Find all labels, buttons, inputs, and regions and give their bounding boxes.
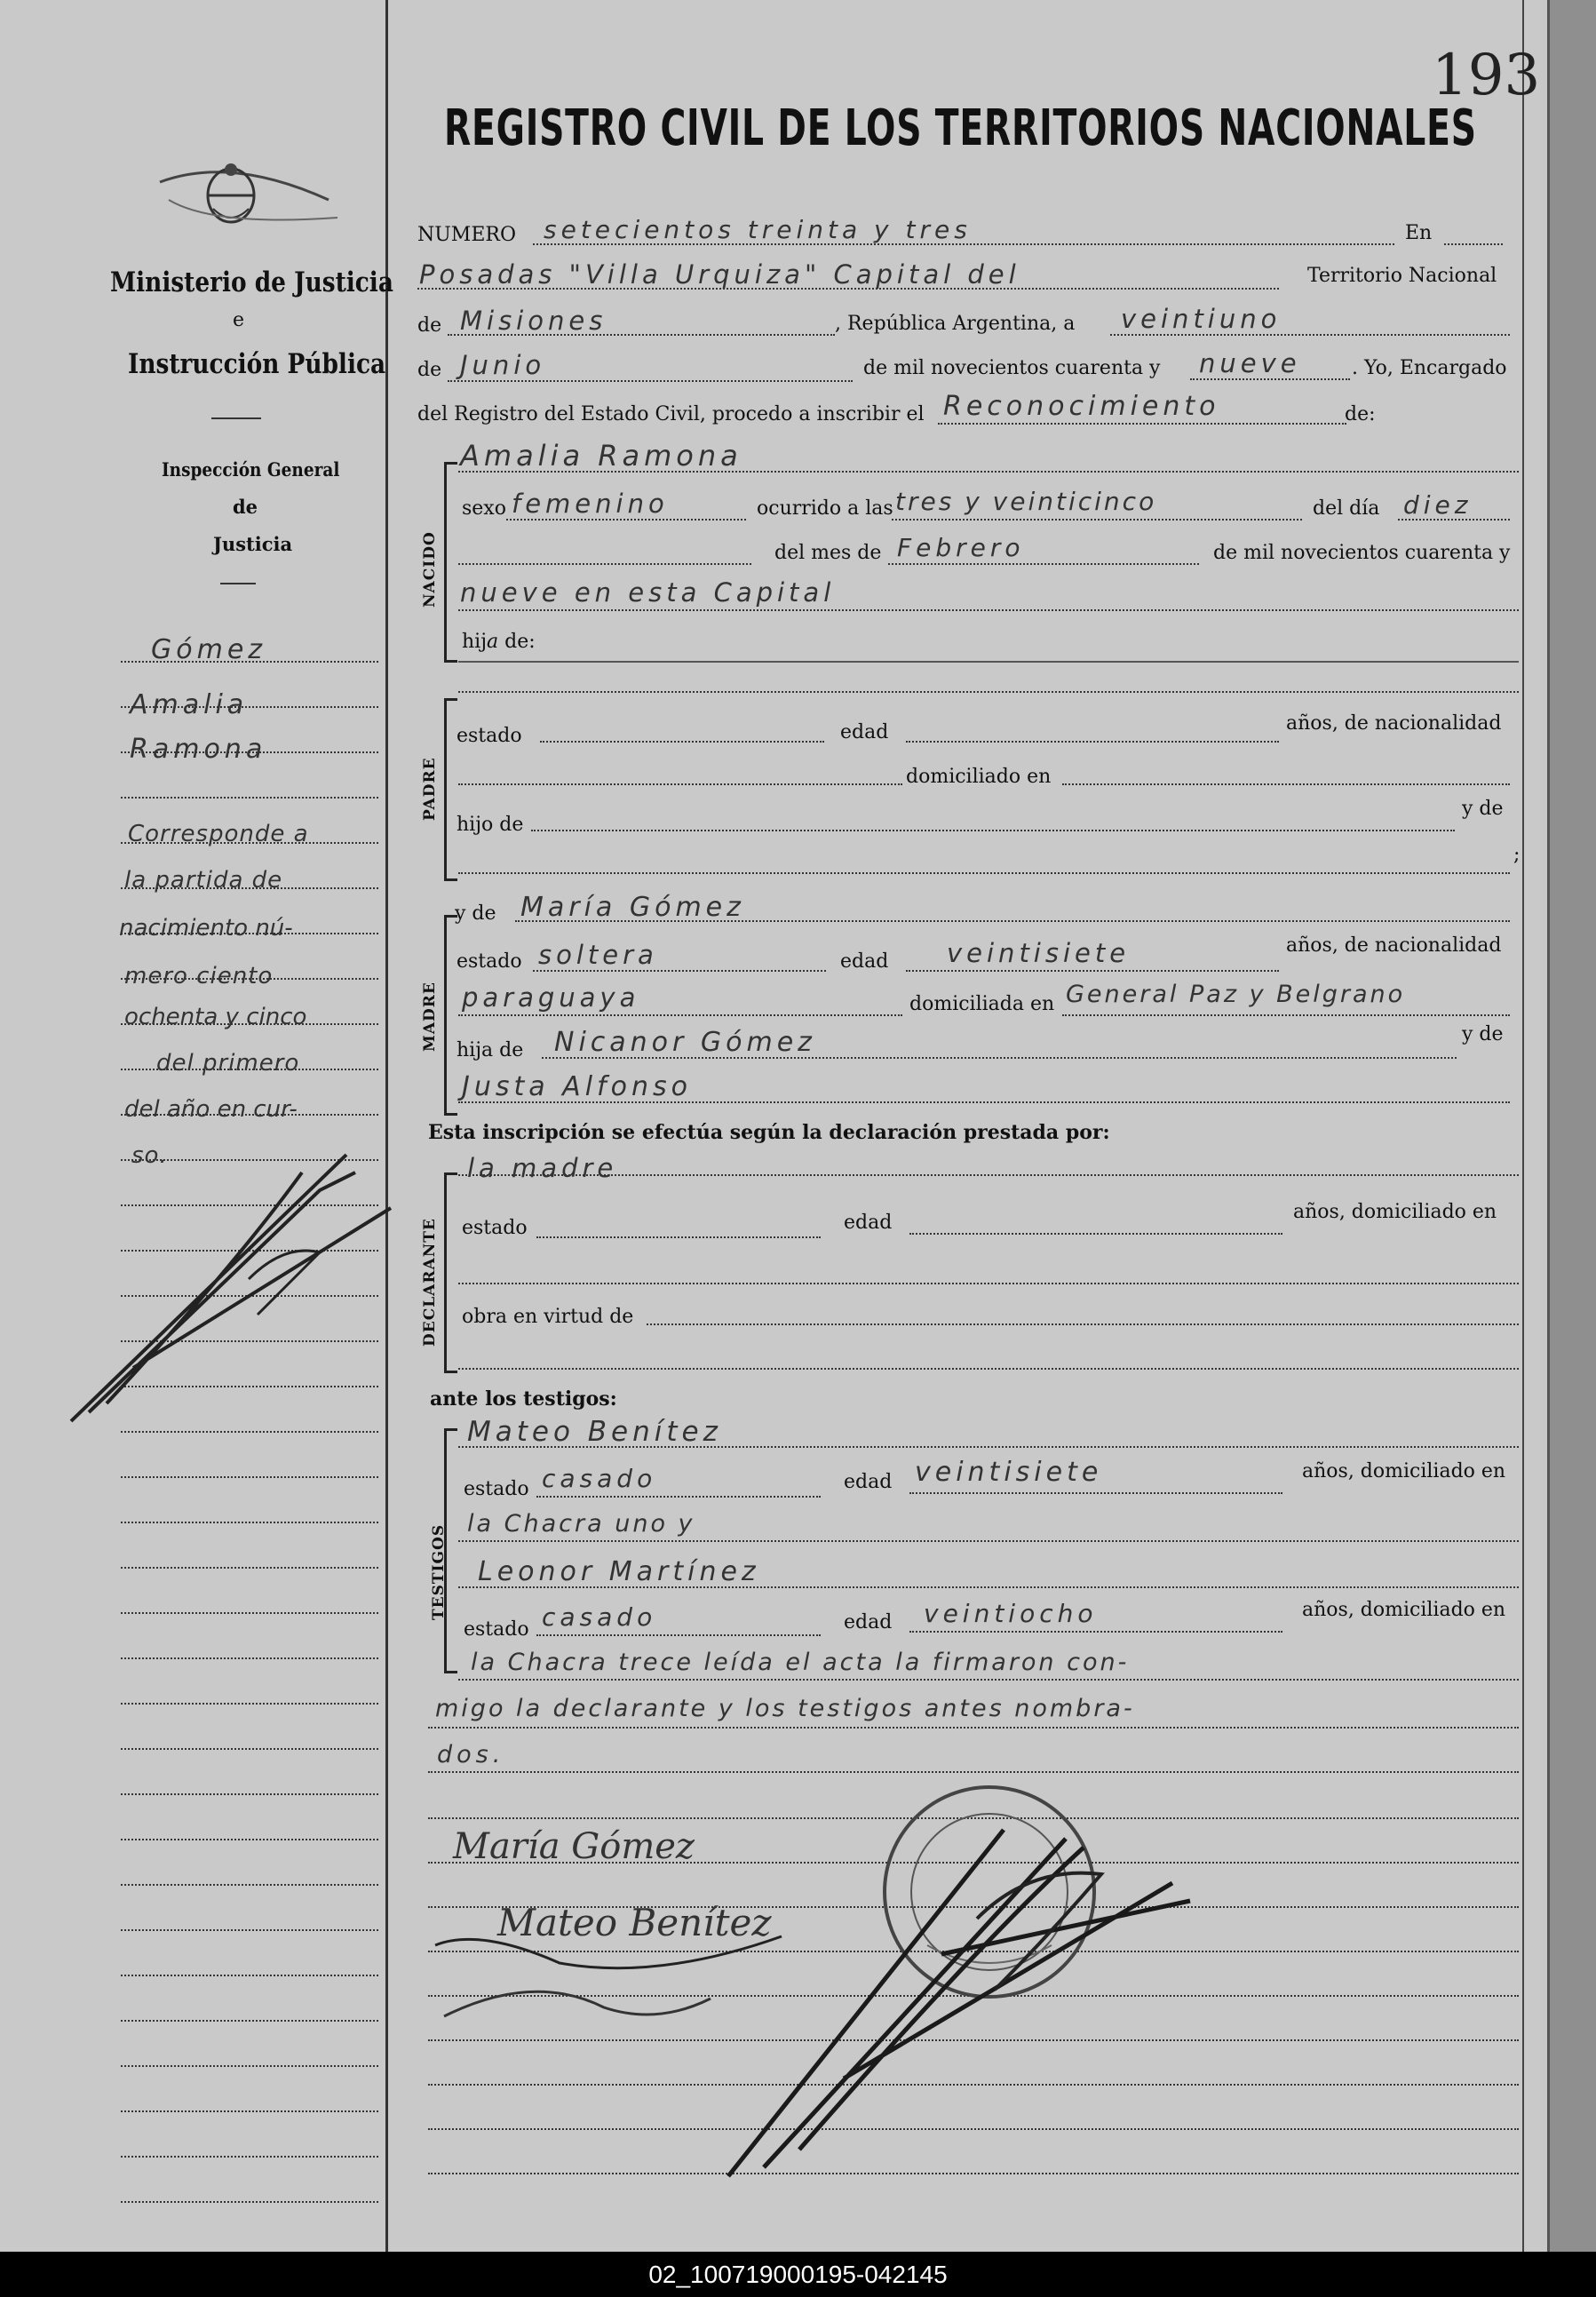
sidebar-divider-2 [220,583,256,584]
margin-note-6: del primero [156,1050,300,1077]
label-padre-anos: años, de nacionalidad [1286,712,1502,735]
value-abuela: Justa Alfonso [462,1071,692,1102]
line-padre-end [458,872,1510,874]
madre-bracket [444,915,457,1116]
value-testigo-1: Mateo Benítez [467,1416,722,1448]
margin-note-2: la partida de [124,867,283,894]
margin-rule [385,0,388,2252]
line-lugar [417,288,1279,290]
label-mil-novecientos-2: de mil novecientos cuarenta y [1213,542,1511,564]
signature-testigo: Mateo Benítez [497,1901,772,1944]
line-padre-estado [540,741,824,743]
value-t1-dom: la Chacra uno y [467,1510,695,1538]
line-padre-top [458,691,1519,693]
declarante-bracket [444,1172,457,1373]
line-t1-dom [458,1540,1519,1542]
label-padre-edad: edad [840,721,889,743]
line-obra [647,1323,1519,1325]
margin-rule-line [121,1567,378,1569]
margin-rule-line [121,2065,378,2067]
value-anio: nueve [1199,348,1301,378]
value-cierre-2: dos. [437,1741,505,1768]
value-nombre: Amalia Ramona [460,439,742,473]
line-anio-nac [458,609,1519,611]
label-madre-edad: edad [840,950,889,973]
value-mes-nac: Febrero [897,533,1025,562]
value-territorio: Misiones [460,306,607,336]
label-del-mes: del mes de [774,542,882,564]
margin-rule-line [121,1748,378,1750]
page-edge [1547,0,1596,2252]
line-blank-nac [458,563,751,565]
value-dia-nac: diez [1403,490,1473,520]
line-anio [1190,378,1350,380]
margin-signature [53,1137,426,1439]
margin-rule-line [121,2020,378,2022]
page-title: REGISTRO CIVIL DE LOS TERRITORIOS NACIONALES [444,99,1477,157]
label-de-3: de: [1345,403,1376,425]
label-del-registro: del Registro del Estado Civil, procedo a inscribir el [417,403,925,425]
label-inscripcion: Esta inscripción se efectúa según la declaración prestada por: [428,1121,1110,1144]
line-mes [448,380,853,382]
margin-note-7: del año en cur- [124,1096,298,1123]
label-padre-y-de: y de [1462,798,1504,820]
registrar-signature [711,1812,1208,2185]
line-t1-edad [909,1492,1282,1494]
margin-rule-line [121,1114,378,1116]
value-t2-estado: casado [542,1602,657,1632]
value-t1-edad: veintisiete [915,1457,1103,1488]
nacido-bracket [444,462,457,663]
label-hija: hija de: [462,631,536,653]
label-t2-anos: años, domiciliado en [1302,1599,1506,1621]
margin-note-3: nacimiento nú- [119,915,293,942]
margin-rule-line [121,1657,378,1659]
madre-label: MADRE [421,982,439,1052]
sidebar-divider-1 [211,417,261,419]
margin-note-1: Corresponde a [128,821,309,847]
label-ante: ante los testigos: [430,1387,617,1411]
margin-rule-line [121,1476,378,1478]
margin-rule-line [121,1839,378,1840]
line-madre-nac [458,1014,902,1016]
coat-of-arms-icon [142,147,346,244]
line-decl-end [458,1368,1519,1370]
line-territorio [448,334,835,336]
margin-rule-line [121,1884,378,1886]
line-decl-edad [909,1233,1282,1235]
line-sexo [506,519,746,521]
line-decl-estado [536,1236,821,1238]
label-padre-hijo: hijo de [457,814,524,836]
line-t2-dom [458,1679,1519,1681]
label-yo-encargado: . Yo, Encargado [1352,357,1507,379]
label-sexo: sexo [462,497,506,520]
line-en [1444,243,1503,245]
margin-rule-line [121,1023,378,1025]
value-anio-nac: nueve en esta Capital [460,577,836,608]
value-madre: María Gómez [520,892,745,923]
line-dia-nac [1398,519,1510,521]
value-t2-edad: veintiocho [924,1599,1098,1628]
label-madre-anos: años, de nacionalidad [1286,934,1502,957]
value-numero: setecientos treinta y tres [544,215,972,244]
declarante-label: DECLARANTE [421,1218,439,1347]
label-madre-y-de: y de [455,902,496,925]
footer-id: 02_100719000195-042145 [0,2252,1596,2297]
label-ocurrido: ocurrido a las [757,497,893,520]
margin-rule-line [121,751,378,753]
label-de: de [417,314,442,337]
margin-name-2: Ramona [130,734,267,765]
margin-rule-line [121,1612,378,1614]
ministry-line-1: Ministerio de Justicia [110,266,393,298]
inspection-line-3: Justicia [213,533,293,555]
line-dia [1110,334,1510,336]
margin-rule-line [121,797,378,799]
margin-rule-line [121,1793,378,1795]
signature-madre: María Gómez [453,1826,695,1867]
label-t2-estado: estado [464,1618,529,1641]
label-t1-anos: años, domiciliado en [1302,1460,1506,1482]
label-padre-estado: estado [457,725,522,747]
label-padre-semicolon: ; [1513,844,1521,866]
label-t1-estado: estado [464,1478,529,1500]
line-nombre [458,471,1519,473]
margin-rule-line [121,1069,378,1070]
value-madre-nac: paraguaya [462,982,640,1013]
margin-note-8: so. [131,1142,168,1169]
label-decl-estado: estado [462,1217,528,1239]
right-rule [1522,0,1524,2252]
margin-note-5: ochenta y cinco [124,1004,307,1030]
ministry-line-3: Instrucción Pública [128,348,386,380]
label-madre-hija: hija de [457,1039,524,1061]
margin-rule-line [121,2110,378,2112]
value-t1-estado: casado [542,1464,657,1493]
line-madre-estado [533,970,826,972]
line-testigo-1 [458,1446,1519,1448]
margin-rule-line [121,706,378,708]
label-t2-edad: edad [844,1611,893,1633]
margin-rule-line [121,842,378,844]
value-madre-estado: soltera [538,940,658,970]
line-padre-nac [458,783,902,785]
label-t1-edad: edad [844,1471,893,1493]
margin-rule-line [121,978,378,980]
label-de-2: de [417,359,442,381]
label-del-dia: del día [1313,497,1380,520]
label-madre-estado: estado [457,950,522,973]
margin-rule-line [121,933,378,934]
line-padre-domicilio [1062,783,1510,785]
line-madre-edad [906,970,1279,972]
value-sexo: femenino [512,489,669,519]
value-lugar: Posadas "Villa Urquiza" Capital del [419,259,1020,290]
value-acto: Reconocimiento [943,391,1220,422]
margin-rule-line [121,2201,378,2203]
line-decl-dom [458,1283,1519,1284]
line-mes-nac [888,563,1199,565]
margin-rule-line [121,1522,378,1523]
value-madre-edad: veintisiete [947,938,1131,968]
line-cierre-1 [428,1727,1519,1729]
ministry-line-2: e [233,309,245,331]
margin-rule-line [121,1975,378,1976]
label-numero: NUMERO [417,224,516,246]
line-t2-edad [909,1631,1282,1633]
line-testigo-2 [458,1586,1519,1588]
label-territorio: Territorio Nacional [1307,265,1497,287]
line-hora [892,519,1302,521]
page-number: 193 [1432,43,1541,108]
line-numero [533,243,1394,245]
line-hija [458,661,1519,663]
inspection-line-1: Inspección General [162,458,340,481]
line-abuela [458,1101,1510,1103]
line-acto [938,423,1346,425]
nacido-label: NACIDO [421,531,439,608]
label-madre-y-de-2: y de [1462,1023,1504,1045]
line-abuelo [542,1057,1457,1059]
value-mes: Junio [460,350,546,380]
line-declarante [458,1174,1519,1176]
label-mil-novecientos: de mil novecientos cuarenta y [863,357,1161,379]
margin-rule-line [121,1929,378,1931]
padre-label: PADRE [421,757,439,821]
label-decl-anos: años, domiciliado en [1293,1201,1497,1223]
padre-bracket [444,698,457,881]
value-madre-dom: General Paz y Belgrano [1066,981,1406,1008]
margin-rule-line [121,1703,378,1705]
value-cierre-1: migo la declarante y los testigos antes nombra- [435,1695,1135,1722]
value-t2-dom: la Chacra trece leída el acta la firmaron con- [471,1649,1130,1676]
line-padre-edad [906,741,1279,743]
label-padre-domicilio: domiciliado en [906,766,1052,788]
label-en: En [1405,222,1433,244]
label-madre-domicilio: domiciliada en [909,993,1055,1015]
margin-rule-line [121,887,378,889]
margin-surname: Gómez [151,634,267,665]
line-padre-hijo [531,830,1455,831]
margin-note-4: mero ciento [124,963,274,990]
label-republica: , República Argentina, a [835,313,1076,335]
testigos-label: TESTIGOS [430,1523,448,1620]
margin-rule-line [121,661,378,663]
line-madre [515,920,1510,922]
label-decl-edad: edad [844,1212,893,1234]
line-cierre-2 [428,1771,1519,1773]
label-obra: obra en virtud de [462,1306,634,1328]
line-madre-dom [1062,1014,1510,1016]
value-abuelo: Nicanor Gómez [554,1027,816,1058]
line-t1-estado [536,1496,821,1498]
value-declarante: la madre [467,1153,618,1183]
margin-name-1: Amalia [130,689,249,720]
value-hora: tres y veinticinco [895,487,1157,516]
line-t2-estado [536,1634,821,1636]
value-testigo-2: Leonor Martínez [478,1556,760,1587]
margin-rule-line [121,2156,378,2158]
inspection-line-2: de [233,496,258,518]
value-dia: veintiuno [1121,304,1282,334]
